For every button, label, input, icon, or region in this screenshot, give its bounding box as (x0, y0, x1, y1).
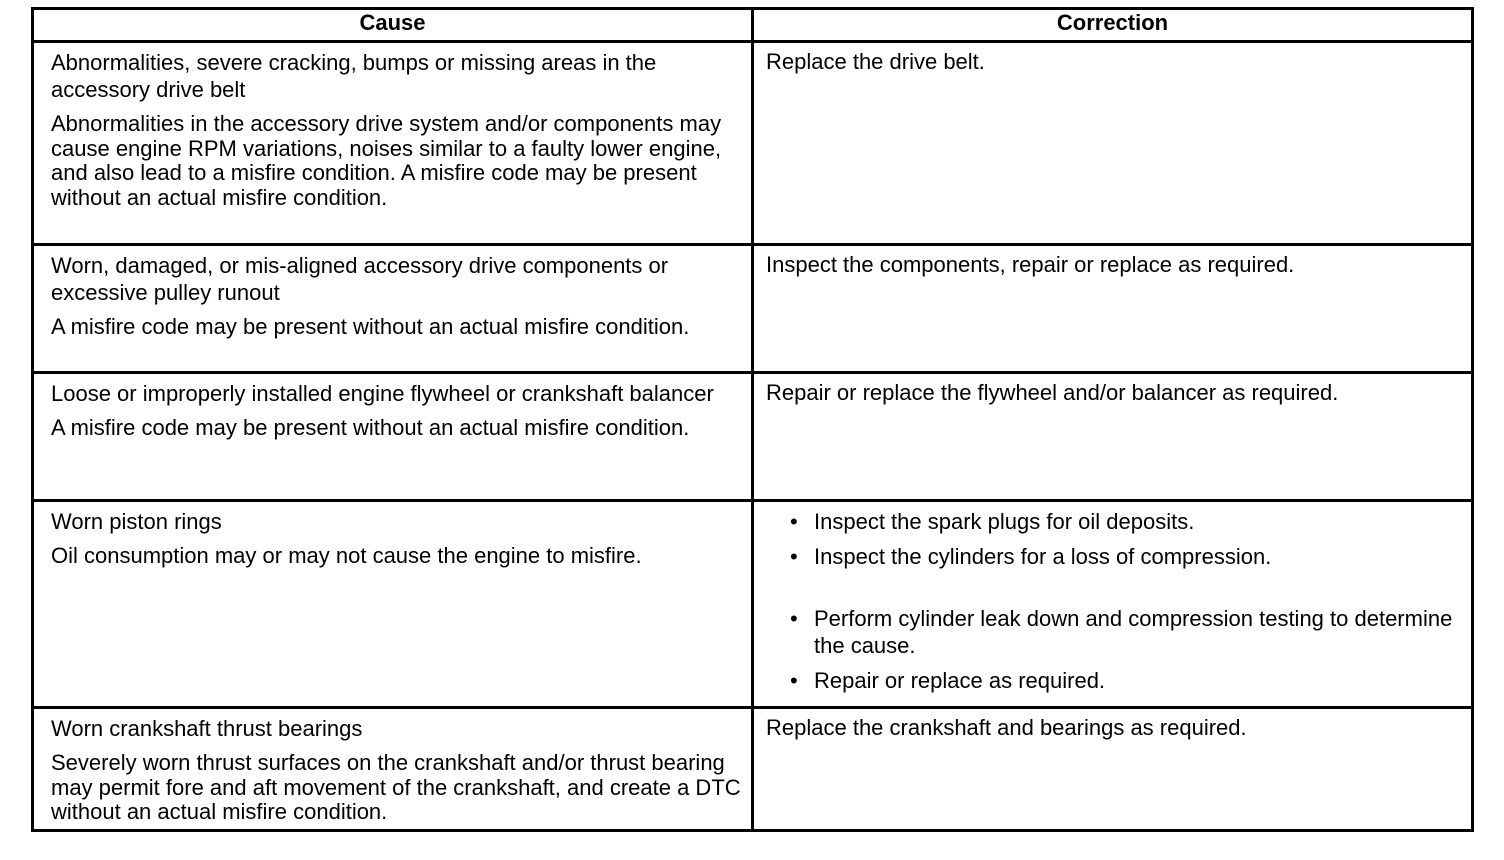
bullet-text: Inspect the spark plugs for oil deposits. (814, 509, 1195, 534)
table-row (33, 373, 1473, 501)
correction-bullet-list (766, 508, 1461, 694)
bullet-text: Inspect the cylinders for a loss of compression. (814, 544, 1272, 569)
cause-title: Abnormalities, severe cracking, bumps or missing areas in the accessory drive belt (51, 50, 657, 102)
cause-detail: Oil consumption may or may not cause the engine to misfire. (51, 543, 642, 568)
header-row (33, 9, 1473, 42)
bullet-item (766, 605, 1461, 659)
correction-text: Repair or replace the flywheel and/or balancer as required. (766, 380, 1339, 405)
correction-cell (753, 708, 1473, 831)
cause-detail: Abnormalities in the accessory drive system and/or components may cause engine RPM variations, noises similar to a faulty lower engine, and also lead to a misfire condition. A misfire code may be present without an actual misfire condition. (51, 111, 722, 210)
table-row (33, 245, 1473, 373)
correction-cell (753, 245, 1473, 373)
cause-title: Worn piston rings (51, 509, 222, 534)
cause-cell (33, 373, 753, 501)
bullet-dot: • (790, 509, 798, 534)
header-cause: Cause (33, 9, 753, 42)
bullet-item (766, 667, 1461, 694)
cause-cell (33, 42, 753, 245)
correction-text: Replace the drive belt. (766, 49, 985, 74)
table-row (33, 42, 1473, 245)
table-row (33, 708, 1473, 831)
correction-text: Replace the crankshaft and bearings as required. (766, 715, 1247, 740)
cause-title: Worn crankshaft thrust bearings (51, 716, 363, 741)
bullet-item (766, 508, 1461, 535)
header-correction: Correction (753, 9, 1473, 42)
bullet-dot: • (790, 606, 798, 631)
cause-detail: Severely worn thrust surfaces on the crankshaft and/or thrust bearing may permit fore and aft movement of the crankshaft, and create a DTC without an actual misfire condition. (51, 750, 741, 824)
cause-cell (33, 245, 753, 373)
bullet-item (766, 543, 1461, 570)
cause-detail: A misfire code may be present without an actual misfire condition. (51, 415, 690, 440)
cause-detail: A misfire code may be present without an actual misfire condition. (51, 314, 690, 339)
table-row (33, 501, 1473, 708)
bullet-dot: • (790, 668, 798, 693)
cause-title: Worn, damaged, or mis-aligned accessory drive components or excessive pulley runout (51, 253, 669, 305)
bullet-text: Perform cylinder leak down and compression testing to determine the cause. (814, 606, 1453, 658)
correction-cell (753, 501, 1473, 708)
correction-cell (753, 42, 1473, 245)
correction-cell (753, 373, 1473, 501)
bullet-text: Repair or replace as required. (814, 668, 1106, 693)
cause-title: Loose or improperly installed engine flywheel or crankshaft balancer (51, 381, 714, 406)
cause-cell (33, 708, 753, 831)
correction-text: Inspect the components, repair or replace as required. (766, 252, 1295, 277)
cause-cell (33, 501, 753, 708)
cause-correction-table (31, 7, 1474, 832)
bullet-dot: • (790, 544, 798, 569)
